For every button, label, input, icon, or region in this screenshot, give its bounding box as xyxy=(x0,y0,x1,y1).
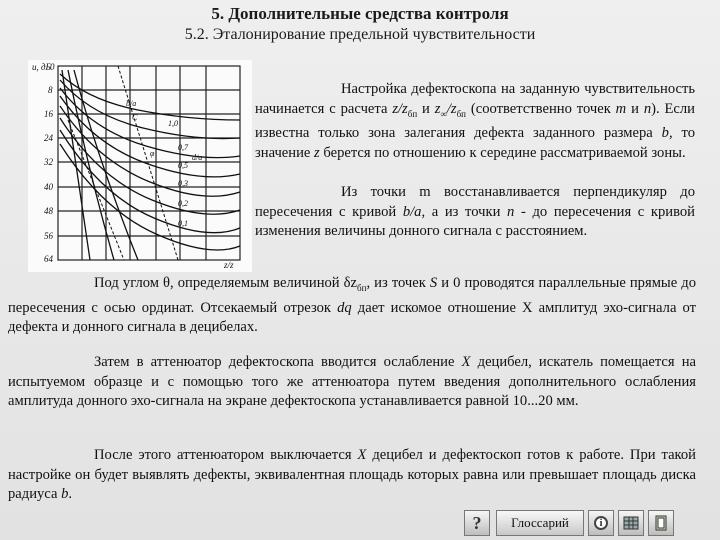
svg-text:0,2: 0,2 xyxy=(178,199,188,208)
svg-text:φ: φ xyxy=(150,149,155,158)
y-tick: 40 xyxy=(44,182,53,192)
svg-text:С: С xyxy=(132,113,138,122)
x-unit-label: z/z xyxy=(224,260,234,270)
svg-text:b/a: b/a xyxy=(126,99,137,108)
help-button[interactable] xyxy=(464,510,490,536)
info-icon: i xyxy=(594,516,608,530)
diagram-svg xyxy=(28,60,252,272)
y-tick: 0 xyxy=(50,62,55,72)
diagram-curves xyxy=(60,70,240,260)
y-unit-label: u, дБ xyxy=(32,62,51,72)
svg-text:1,0: 1,0 xyxy=(168,119,178,128)
y-tick: 32 xyxy=(44,157,53,167)
paragraph-attenuator: Затем в аттенюатор дефектоскопа вводится ослабление X децибел, искатель помещается на испытуемом образце и с помощью того же аттенюатора путем введения дополнительного ослабления амплитуда донного эхо-сигнала на экране дефектоскопа устанавливается равной 10...20 мм. xyxy=(8,354,696,410)
svg-text:0,7: 0,7 xyxy=(178,143,188,152)
svg-text:0,1: 0,1 xyxy=(178,219,188,228)
glossary-button[interactable]: Глоссарий xyxy=(496,510,584,536)
home-icon xyxy=(622,514,640,532)
y-tick: 8 xyxy=(48,85,53,95)
svg-text:d/a: d/a xyxy=(192,153,203,162)
y-tick: 48 xyxy=(44,206,53,216)
page-title: 5. Дополнительные средства контроля xyxy=(211,4,509,23)
svg-text:0,3: 0,3 xyxy=(178,179,188,188)
y-tick: 64 xyxy=(44,254,53,264)
page-subtitle: 5.2. Эталонирование предельной чувствительности xyxy=(184,26,536,43)
paragraph-ready: После этого аттенюатором выключается X децибел и дефектоскоп готов к работе. При такой настройке он будет выявлять дефекты, эквивалентная площадь которых равна или превышает площадь диска радиуса b. xyxy=(8,447,696,503)
exit-button[interactable] xyxy=(648,510,674,536)
y-tick: 16 xyxy=(44,109,53,119)
y-tick: 24 xyxy=(44,133,53,143)
home-button[interactable] xyxy=(618,510,644,536)
svg-text:0,5: 0,5 xyxy=(178,161,188,170)
door-icon xyxy=(652,514,670,532)
paragraph-setup: Настройка дефектоскопа на заданную чувствительность начинается с расчета $z/z_{бп}$ и $z_\infty/z_{бп}$ (соответственно точек m и n). Если известна только зона залегания дефекта заданного размера b, то значение z берется по отношению к середине рассматриваемой зоны. xyxy=(255,81,695,161)
question-icon: ? xyxy=(472,512,482,533)
paragraph-angle: Под углом θ, определяемым величиной $\delta z_{бп}$, из точек S и 0 проводятся параллельные прямые до пересечения с осью ординат. Отсекаемый отрезок dq дает искомое отношение X амплитуд эхо-сигнала от дефекта и донного сигнала в децибелах. xyxy=(8,275,697,336)
y-axis-ticks xyxy=(32,62,234,270)
calibration-diagram xyxy=(28,60,252,272)
y-tick: 56 xyxy=(44,231,53,241)
info-button[interactable] xyxy=(588,510,614,536)
paragraph-perpendicular: Из точки m восстанавливается перпендикуляр до пересечения с кривой b/a, а из точки n - до пересечения с кривой изменения величины донного сигнала с расстоянием. xyxy=(255,184,695,240)
